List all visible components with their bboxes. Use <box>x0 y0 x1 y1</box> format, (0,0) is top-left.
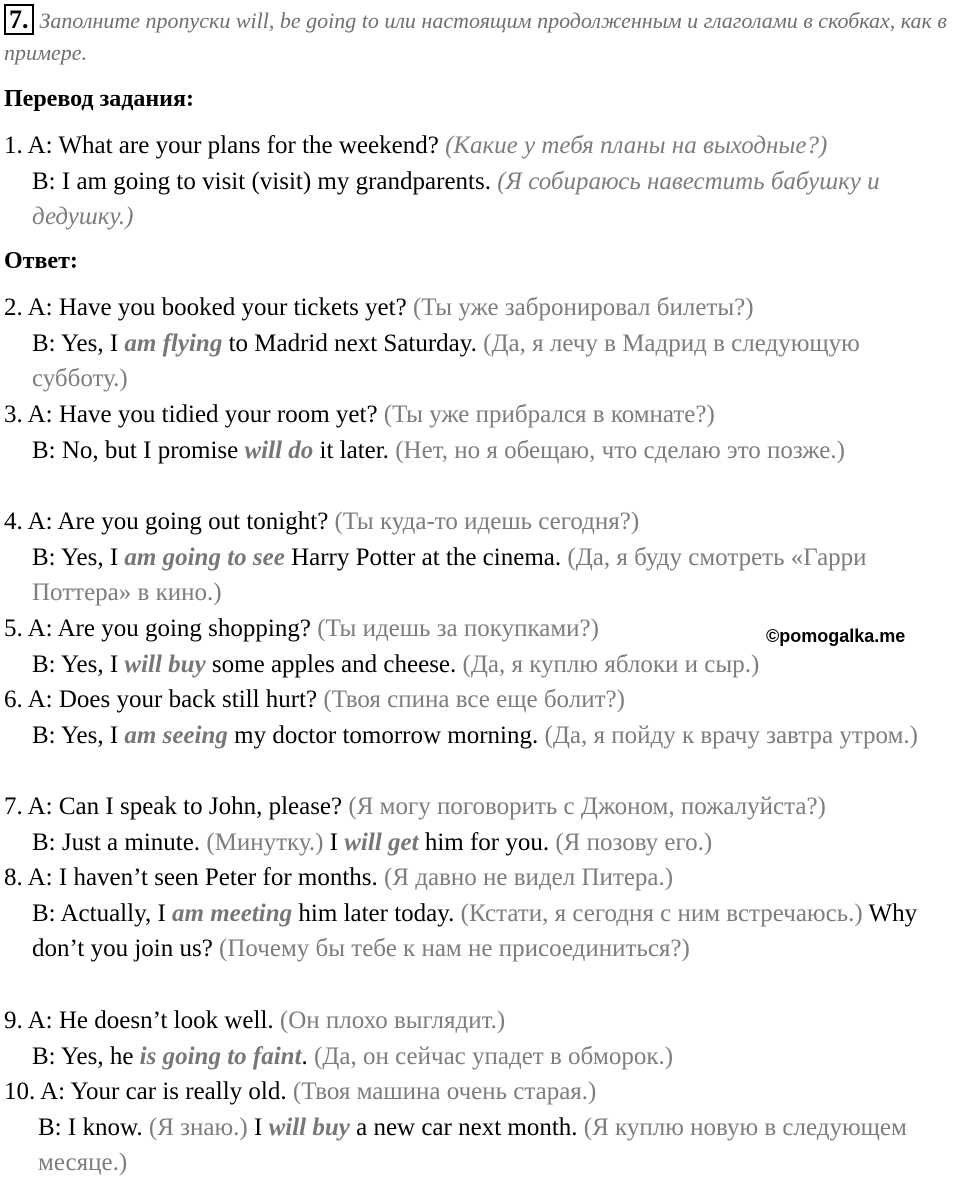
a-translation: (Твоя спина все еще болит?) <box>323 686 625 713</box>
b-pre: B: No, but I promise <box>32 436 245 464</box>
b-mid: I <box>247 1113 269 1141</box>
b-post: to Madrid next Saturday. <box>222 329 477 357</box>
answer-verb: will get <box>344 828 419 856</box>
a-text: 8. A: I haven’t seen Peter for months. <box>4 864 378 891</box>
b-pre: B: Just a minute. <box>32 828 207 856</box>
b-post: some apples and cheese. <box>205 650 457 678</box>
b-pre: B: Actually, I <box>32 899 173 927</box>
a-text: 4. A: Are you going out tonight? <box>4 508 329 535</box>
answer-verb: will buy <box>124 650 206 678</box>
a-text: 10. A: Your car is really old. <box>4 1078 287 1105</box>
b-post: . <box>301 1042 308 1070</box>
a-translation: (Ты куда-то идешь сегодня?) <box>334 508 640 535</box>
answer-verb: am going to see <box>124 543 285 571</box>
a-translation: (Ты идешь за покупками?) <box>317 615 599 642</box>
example-a-text: 1. A: What are your plans for the weekend? <box>4 132 439 159</box>
a-translation: (Твоя машина очень старая.) <box>292 1078 597 1105</box>
b-translation: (Да, я куплю яблоки и сыр.) <box>462 650 760 678</box>
a-translation: (Ты уже забронировал билеты?) <box>412 294 754 321</box>
answer-verb: am meeting <box>172 899 293 927</box>
answer-verb: am flying <box>124 329 223 357</box>
example-b-text: B: I am going to visit (visit) my grandparents. <box>32 167 491 195</box>
b-pre: B: Yes, he <box>32 1042 140 1070</box>
b-post: Harry Potter at the cinema. <box>284 543 562 571</box>
a-translation: (Он плохо выглядит.) <box>279 1007 506 1034</box>
b-pre: B: I know. <box>38 1113 149 1141</box>
answer-item-8 <box>4 860 956 967</box>
b-translation: (Да, я лечу в Мадрид в следующую субботу.) <box>32 329 860 393</box>
b-translation: (Да, он сейчас упадет в обморок.) <box>314 1042 674 1070</box>
b-translation-inline: (Кстати, я сегодня с ним встречаюсь.) <box>460 899 863 927</box>
task-number: 7. <box>4 4 34 35</box>
answer-heading: Ответ: <box>4 248 78 274</box>
example-item <box>4 128 956 235</box>
answer-verb: am seeing <box>124 721 228 749</box>
b-pre: B: Yes, I <box>32 650 125 678</box>
answer-item-7 <box>4 789 956 860</box>
b-translation: (Я позову его.) <box>555 828 713 856</box>
a-translation: (Я могу поговорить с Джоном, пожалуйста?) <box>348 793 826 820</box>
answer-verb: will do <box>244 436 314 464</box>
answer-item-3 <box>4 397 956 468</box>
a-translation: (Ты уже прибрался в комнате?) <box>383 401 715 428</box>
b-mid: I <box>323 828 345 856</box>
b-post: it later. <box>313 436 389 464</box>
translation-heading: Перевод задания: <box>4 86 194 112</box>
b-post: a new car next month. <box>349 1113 578 1141</box>
b-post: him later today. <box>292 899 455 927</box>
b-post: him for you. <box>418 828 550 856</box>
example-b-translation: (Я собираюсь навестить бабушку и дедушку.) <box>32 167 880 231</box>
example-a-translation: (Какие у тебя планы на выходные?) <box>445 132 828 159</box>
a-text: 5. A: Are you going shopping? <box>4 615 311 642</box>
b-translation-inline: (Я знаю.) <box>148 1113 248 1141</box>
a-text: 2. A: Have you booked your tickets yet? <box>4 294 407 321</box>
b-translation: (Почему бы тебе к нам не присоединиться?) <box>219 935 690 963</box>
b-translation: (Да, я буду смотреть «Гарри Поттера» в кино.) <box>32 543 867 607</box>
answer-item-4 <box>4 504 956 611</box>
a-text: 6. A: Does your back still hurt? <box>4 686 318 713</box>
b-extra: Why don’t you join us? <box>32 899 918 963</box>
a-text: 3. A: Have you tidied your room yet? <box>4 401 378 428</box>
watermark: ©pomogalka.me <box>766 626 906 646</box>
answer-item-2 <box>4 290 956 397</box>
answer-verb: will buy <box>268 1113 350 1141</box>
b-translation: (Нет, но я обещаю, что сделаю это позже.) <box>395 436 845 464</box>
b-translation: (Да, я пойду к врачу завтра утром.) <box>544 721 918 749</box>
task-header <box>4 4 954 69</box>
a-text: 9. A: He doesn’t look well. <box>4 1007 274 1034</box>
b-translation: (Я куплю новую в следующем месяце.) <box>38 1113 907 1177</box>
task-instruction: Заполните пропуски will, be going to или настоящим продолженным и глаголами в скобках, как в примере. <box>4 8 947 65</box>
b-pre: B: Yes, I <box>32 543 125 571</box>
b-post: my doctor tomorrow morning. <box>227 721 539 749</box>
answer-item-9 <box>4 1003 956 1074</box>
a-text: 7. A: Can I speak to John, please? <box>4 793 343 820</box>
b-translation-inline: (Минутку.) <box>206 828 324 856</box>
answer-verb: is going to faint <box>139 1042 302 1070</box>
b-pre: B: Yes, I <box>32 329 125 357</box>
answer-item-6 <box>4 682 956 753</box>
b-pre: B: Yes, I <box>32 721 125 749</box>
answer-item-10 <box>4 1074 956 1181</box>
a-translation: (Я давно не видел Питера.) <box>384 864 674 891</box>
